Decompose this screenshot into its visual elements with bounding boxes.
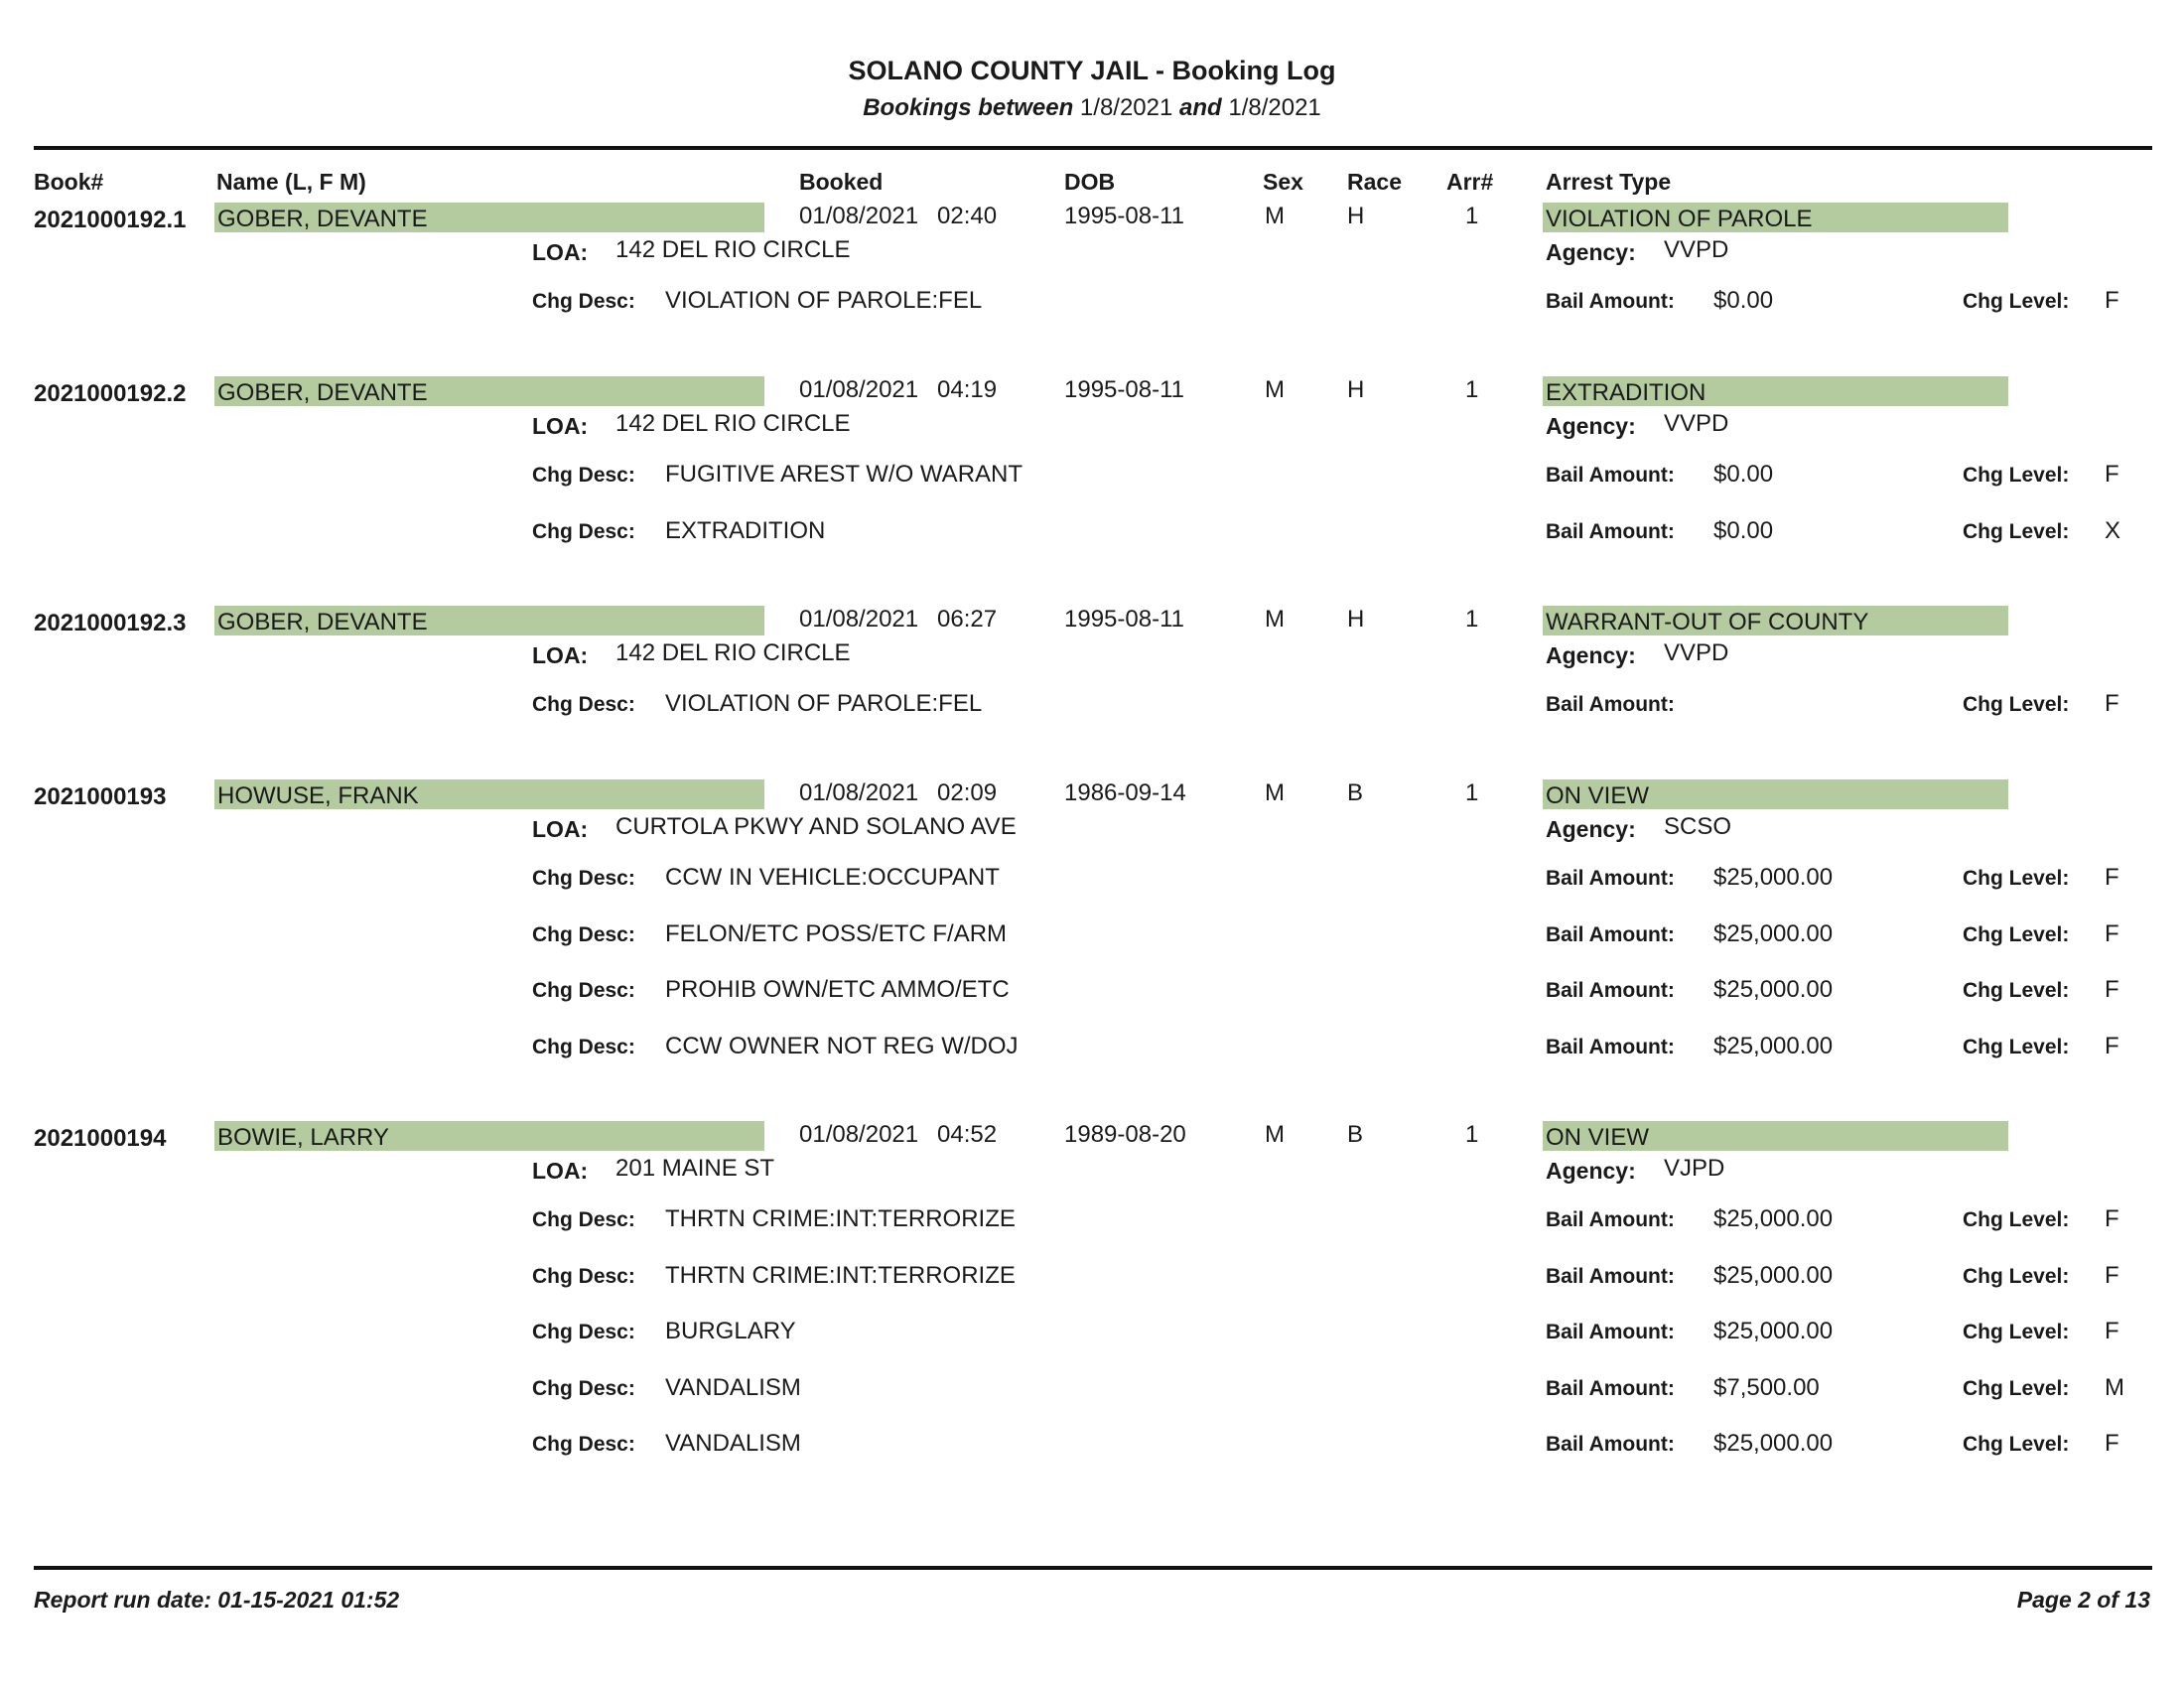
charge-description: THRTN CRIME:INT:TERRORIZE — [665, 1262, 1016, 1289]
charge-description: CCW OWNER NOT REG W/DOJ — [665, 1033, 1019, 1059]
chg-level-label: Chg Level: — [1963, 290, 2070, 313]
charge-level: F — [2105, 461, 2119, 488]
bail-amount: $25,000.00 — [1713, 1262, 1834, 1289]
bail-amount-label: Bail Amount: — [1546, 464, 1675, 487]
arrest-number: 1 — [1465, 779, 1479, 806]
agency-label: Agency: — [1546, 1158, 1636, 1184]
charge-level: F — [2105, 690, 2119, 717]
agency-label: Agency: — [1546, 413, 1636, 439]
inmate-name: HOWUSE, FRANK — [217, 782, 419, 809]
bail-amount: $25,000.00 — [1713, 976, 1834, 1003]
charge-description: FUGITIVE AREST W/O WARANT — [665, 461, 1024, 488]
loa-label: LOA: — [532, 816, 589, 842]
charge-level: X — [2105, 517, 2121, 544]
chg-level-label: Chg Level: — [1963, 464, 2070, 487]
arrest-type-highlight — [1543, 779, 2008, 809]
report-run-date: Report run date: 01-15-2021 01:52 — [34, 1587, 400, 1613]
chg-level-label: Chg Level: — [1963, 1321, 2070, 1343]
arrest-number: 1 — [1465, 203, 1479, 229]
chg-desc-label: Chg Desc: — [532, 1036, 635, 1058]
page-number: Page 2 of 13 — [2016, 1587, 2150, 1613]
dob: 1995-08-11 — [1064, 376, 1184, 403]
loa-value: 142 DEL RIO CIRCLE — [615, 236, 851, 263]
booked-date: 01/08/2021 — [799, 203, 919, 229]
charge-level: F — [2105, 1262, 2119, 1289]
inmate-name: BOWIE, LARRY — [217, 1124, 389, 1151]
bail-amount: $25,000.00 — [1713, 864, 1834, 891]
chg-desc-label: Chg Desc: — [532, 979, 635, 1002]
agency-label: Agency: — [1546, 239, 1636, 265]
sex: M — [1265, 606, 1285, 633]
arrest-type: EXTRADITION — [1546, 379, 1706, 406]
chg-desc-label: Chg Desc: — [532, 693, 635, 716]
chg-level-label: Chg Level: — [1963, 1036, 2070, 1058]
bail-amount: $25,000.00 — [1713, 1205, 1834, 1232]
chg-level-label: Chg Level: — [1963, 1433, 2070, 1456]
book-number: 2021000192.2 — [34, 380, 187, 407]
loa-label: LOA: — [532, 642, 589, 668]
race: H — [1347, 376, 1365, 403]
charge-description: VIOLATION OF PAROLE:FEL — [665, 690, 983, 717]
chg-desc-label: Chg Desc: — [532, 290, 635, 313]
charge-description: BURGLARY — [665, 1318, 796, 1344]
bail-amount: $25,000.00 — [1713, 1318, 1834, 1344]
bail-amount: $0.00 — [1713, 517, 1774, 544]
agency-value: VVPD — [1664, 639, 1729, 666]
loa-value: 201 MAINE ST — [615, 1155, 775, 1182]
booked-date: 01/08/2021 — [799, 779, 919, 806]
book-number: 2021000194 — [34, 1125, 167, 1152]
charge-level: F — [2105, 1430, 2119, 1457]
loa-value: CURTOLA PKWY AND SOLANO AVE — [615, 813, 1017, 840]
agency-value: SCSO — [1664, 813, 1732, 840]
loa-value: 142 DEL RIO CIRCLE — [615, 410, 851, 437]
col-header-sex: Sex — [1263, 169, 1303, 195]
book-number: 2021000192.3 — [34, 610, 187, 636]
arrest-type-highlight — [1543, 203, 2008, 232]
inmate-name: GOBER, DEVANTE — [217, 609, 428, 635]
bail-amount: $0.00 — [1713, 287, 1774, 314]
arrest-type: WARRANT-OUT OF COUNTY — [1546, 609, 1869, 635]
col-header-arrest-type: Arrest Type — [1546, 169, 1672, 195]
dob: 1995-08-11 — [1064, 203, 1184, 229]
charge-description: VANDALISM — [665, 1374, 801, 1401]
chg-level-label: Chg Level: — [1963, 520, 2070, 543]
agency-label: Agency: — [1546, 816, 1636, 842]
name-highlight — [214, 203, 764, 232]
col-header-book: Book# — [34, 169, 104, 195]
bail-amount: $7,500.00 — [1713, 1374, 1820, 1401]
arrest-type: ON VIEW — [1546, 1124, 1650, 1151]
booked-time: 02:40 — [937, 203, 998, 229]
chg-desc-label: Chg Desc: — [532, 1321, 635, 1343]
booked-date: 01/08/2021 — [799, 376, 919, 403]
name-highlight — [214, 376, 764, 406]
charge-description: CCW IN VEHICLE:OCCUPANT — [665, 864, 1000, 891]
dob: 1989-08-20 — [1064, 1121, 1186, 1148]
chg-desc-label: Chg Desc: — [532, 923, 635, 946]
agency-value: VJPD — [1664, 1155, 1725, 1182]
dob: 1995-08-11 — [1064, 606, 1184, 633]
chg-level-label: Chg Level: — [1963, 1377, 2070, 1400]
arrest-type: VIOLATION OF PAROLE — [1546, 206, 1813, 232]
report-title: SOLANO COUNTY JAIL - Booking Log — [848, 56, 1336, 85]
chg-desc-label: Chg Desc: — [532, 867, 635, 890]
col-header-arr: Arr# — [1446, 169, 1494, 195]
chg-desc-label: Chg Desc: — [532, 1208, 635, 1231]
arrest-type: ON VIEW — [1546, 782, 1650, 809]
charge-level: F — [2105, 976, 2119, 1003]
bail-amount-label: Bail Amount: — [1546, 1265, 1675, 1288]
bail-amount-label: Bail Amount: — [1546, 290, 1675, 313]
bail-amount-label: Bail Amount: — [1546, 520, 1675, 543]
charge-level: M — [2105, 1374, 2124, 1401]
booked-time: 04:52 — [937, 1121, 998, 1148]
chg-desc-label: Chg Desc: — [532, 520, 635, 543]
agency-label: Agency: — [1546, 642, 1636, 668]
book-number: 2021000193 — [34, 783, 167, 810]
race: H — [1347, 203, 1365, 229]
col-header-dob: DOB — [1064, 169, 1116, 195]
charge-level: F — [2105, 920, 2119, 947]
name-highlight — [214, 606, 764, 635]
race: H — [1347, 606, 1365, 633]
bail-amount: $25,000.00 — [1713, 1430, 1834, 1457]
agency-value: VVPD — [1664, 410, 1729, 437]
header-divider — [34, 146, 2152, 150]
chg-level-label: Chg Level: — [1963, 979, 2070, 1002]
booked-time: 06:27 — [937, 606, 998, 633]
dob: 1986-09-14 — [1064, 779, 1186, 806]
book-number: 2021000192.1 — [34, 207, 187, 233]
bail-amount-label: Bail Amount: — [1546, 1433, 1675, 1456]
col-header-race: Race — [1347, 169, 1402, 195]
bail-amount: $25,000.00 — [1713, 920, 1834, 947]
loa-label: LOA: — [532, 413, 589, 439]
sex: M — [1265, 1121, 1285, 1148]
footer-divider — [34, 1566, 2152, 1570]
bail-amount: $0.00 — [1713, 461, 1774, 488]
chg-level-label: Chg Level: — [1963, 1208, 2070, 1231]
bail-amount-label: Bail Amount: — [1546, 979, 1675, 1002]
col-header-booked: Booked — [799, 169, 884, 195]
inmate-name: GOBER, DEVANTE — [217, 206, 428, 232]
bail-amount-label: Bail Amount: — [1546, 1321, 1675, 1343]
report-subtitle — [0, 94, 2184, 122]
charge-level: F — [2105, 1318, 2119, 1344]
chg-desc-label: Chg Desc: — [532, 1433, 635, 1456]
bail-amount-label: Bail Amount: — [1546, 1208, 1675, 1231]
chg-level-label: Chg Level: — [1963, 867, 2070, 890]
charge-level: F — [2105, 287, 2119, 314]
start-date: 1/8/2021 — [1079, 94, 1173, 121]
charge-description: VANDALISM — [665, 1430, 801, 1457]
charge-level: F — [2105, 1033, 2119, 1059]
loa-label: LOA: — [532, 1158, 589, 1184]
bail-amount-label: Bail Amount: — [1546, 1036, 1675, 1058]
charge-level: F — [2105, 1205, 2119, 1232]
agency-value: VVPD — [1664, 236, 1729, 263]
loa-label: LOA: — [532, 239, 589, 265]
chg-level-label: Chg Level: — [1963, 923, 2070, 946]
charge-level: F — [2105, 864, 2119, 891]
booked-date: 01/08/2021 — [799, 606, 919, 633]
bail-amount: $25,000.00 — [1713, 1033, 1834, 1059]
chg-desc-label: Chg Desc: — [532, 464, 635, 487]
col-header-name: Name (L, F M) — [216, 169, 366, 195]
sex: M — [1265, 376, 1285, 403]
chg-level-label: Chg Level: — [1963, 1265, 2070, 1288]
arrest-number: 1 — [1465, 606, 1479, 633]
chg-desc-label: Chg Desc: — [532, 1377, 635, 1400]
race: B — [1347, 1121, 1364, 1148]
bail-amount-label: Bail Amount: — [1546, 693, 1675, 716]
sex: M — [1265, 203, 1285, 229]
charge-description: FELON/ETC POSS/ETC F/ARM — [665, 920, 1008, 947]
end-date: 1/8/2021 — [1228, 94, 1321, 121]
chg-level-label: Chg Level: — [1963, 693, 2070, 716]
subtitle-prefix: Bookings between — [863, 94, 1074, 121]
bail-amount-label: Bail Amount: — [1546, 1377, 1675, 1400]
charge-description: VIOLATION OF PAROLE:FEL — [665, 287, 983, 314]
booked-time: 02:09 — [937, 779, 998, 806]
charge-description: THRTN CRIME:INT:TERRORIZE — [665, 1205, 1016, 1232]
arrest-type-highlight — [1543, 606, 2008, 635]
loa-value: 142 DEL RIO CIRCLE — [615, 639, 851, 666]
arrest-type-highlight — [1543, 1121, 2008, 1151]
inmate-name: GOBER, DEVANTE — [217, 379, 428, 406]
arrest-type-highlight — [1543, 376, 2008, 406]
charge-description: EXTRADITION — [665, 517, 826, 544]
arrest-number: 1 — [1465, 376, 1479, 403]
bail-amount-label: Bail Amount: — [1546, 923, 1675, 946]
charge-description: PROHIB OWN/ETC AMMO/ETC — [665, 976, 1010, 1003]
race: B — [1347, 779, 1364, 806]
subtitle-and: and — [1179, 94, 1222, 121]
name-highlight — [214, 779, 764, 809]
bail-amount-label: Bail Amount: — [1546, 867, 1675, 890]
sex: M — [1265, 779, 1285, 806]
chg-desc-label: Chg Desc: — [532, 1265, 635, 1288]
arrest-number: 1 — [1465, 1121, 1479, 1148]
name-highlight — [214, 1121, 764, 1151]
booked-time: 04:19 — [937, 376, 998, 403]
booked-date: 01/08/2021 — [799, 1121, 919, 1148]
